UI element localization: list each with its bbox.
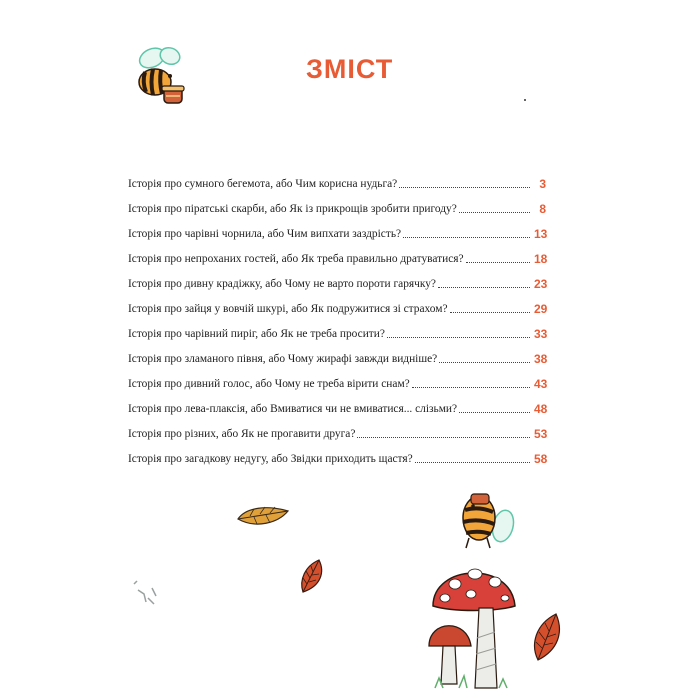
toc-item[interactable] [128, 241, 546, 266]
dot-leader [438, 287, 530, 288]
toc-item-page: 43 [534, 377, 548, 391]
toc-item-title: Історія про непроханих гостей, або Як треба правильно дратуватися? [128, 253, 464, 265]
toc-item-page: 13 [534, 227, 548, 241]
toc-item-title: Історія про лева-плаксія, або Вмиватися чи не вмиватися... слізьми? [128, 403, 458, 415]
toc-item[interactable] [128, 416, 546, 441]
page-title: ЗМІСТ [306, 54, 394, 84]
sketch-mark [130, 578, 162, 608]
toc-item-page: 29 [534, 302, 548, 316]
toc-item-page: 8 [539, 202, 546, 216]
toc-item[interactable] [128, 366, 546, 391]
dot-leader [459, 412, 530, 413]
toc-item-page: 58 [534, 452, 548, 466]
dot-leader [466, 262, 530, 263]
dot-leader [439, 362, 530, 363]
dot-leader [387, 337, 530, 338]
dot-leader [403, 237, 530, 238]
toc-item[interactable] [128, 266, 546, 291]
toc-item[interactable] [128, 441, 546, 466]
toc-item-page: 3 [539, 177, 546, 191]
toc-item-title: Історія про зламаного півня, або Чому жирафі завжди видніше? [128, 353, 438, 365]
toc-item[interactable] [128, 216, 546, 241]
toc-item[interactable] [128, 341, 546, 366]
dot-leader [357, 437, 530, 438]
bee-with-honey-pot-icon [128, 44, 190, 108]
dot-leader [399, 187, 530, 188]
dot-leader [415, 462, 530, 463]
autumn-leaf-icon [234, 503, 292, 531]
toc-item-page: 38 [534, 352, 548, 366]
toc-item-title: Історія про зайця у вовчій шкурі, або Як подружитися зі страхом? [128, 303, 448, 315]
table-of-contents [128, 166, 546, 466]
toc-item-title: Історія про піратські скарби, або Як із прикрощів зробити пригоду? [128, 203, 457, 215]
toc-item-page: 33 [534, 327, 548, 341]
toc-item-title: Історія про дивний голос, або Чому не треба вірити снам? [128, 378, 410, 390]
dot-leader [459, 212, 530, 213]
decorative-dot [524, 99, 526, 101]
toc-item-page: 23 [534, 277, 548, 291]
fly-agaric-mushroom-icon [415, 488, 525, 696]
bee-on-mushroom-icon [463, 494, 517, 548]
dot-leader [412, 387, 530, 388]
toc-item-page: 48 [534, 402, 548, 416]
toc-item[interactable] [128, 166, 546, 191]
toc-item-title: Історія про дивну крадіжку, або Чому не варто пороти гарячку? [128, 278, 436, 290]
dot-leader [450, 312, 530, 313]
toc-item-title: Історія про загадкову недугу, або Звідки приходить щастя? [128, 453, 413, 465]
toc-item[interactable] [128, 391, 546, 416]
toc-item[interactable] [128, 316, 546, 341]
toc-item[interactable] [128, 291, 546, 316]
autumn-leaf-icon [528, 612, 564, 662]
toc-item-page: 18 [534, 252, 548, 266]
toc-item-page: 53 [534, 427, 548, 441]
toc-item-title: Історія про сумного бегемота, або Чим корисна нудьга? [128, 178, 398, 190]
autumn-leaf-icon [297, 558, 327, 594]
toc-item-title: Історія про чарівний пиріг, або Як не треба просити? [128, 328, 385, 340]
toc-item[interactable] [128, 191, 546, 216]
toc-item-title: Історія про чарівні чорнила, або Чим випхати заздрість? [128, 228, 402, 240]
toc-item-title: Історія про різних, або Як не прогавити друга? [128, 428, 356, 440]
